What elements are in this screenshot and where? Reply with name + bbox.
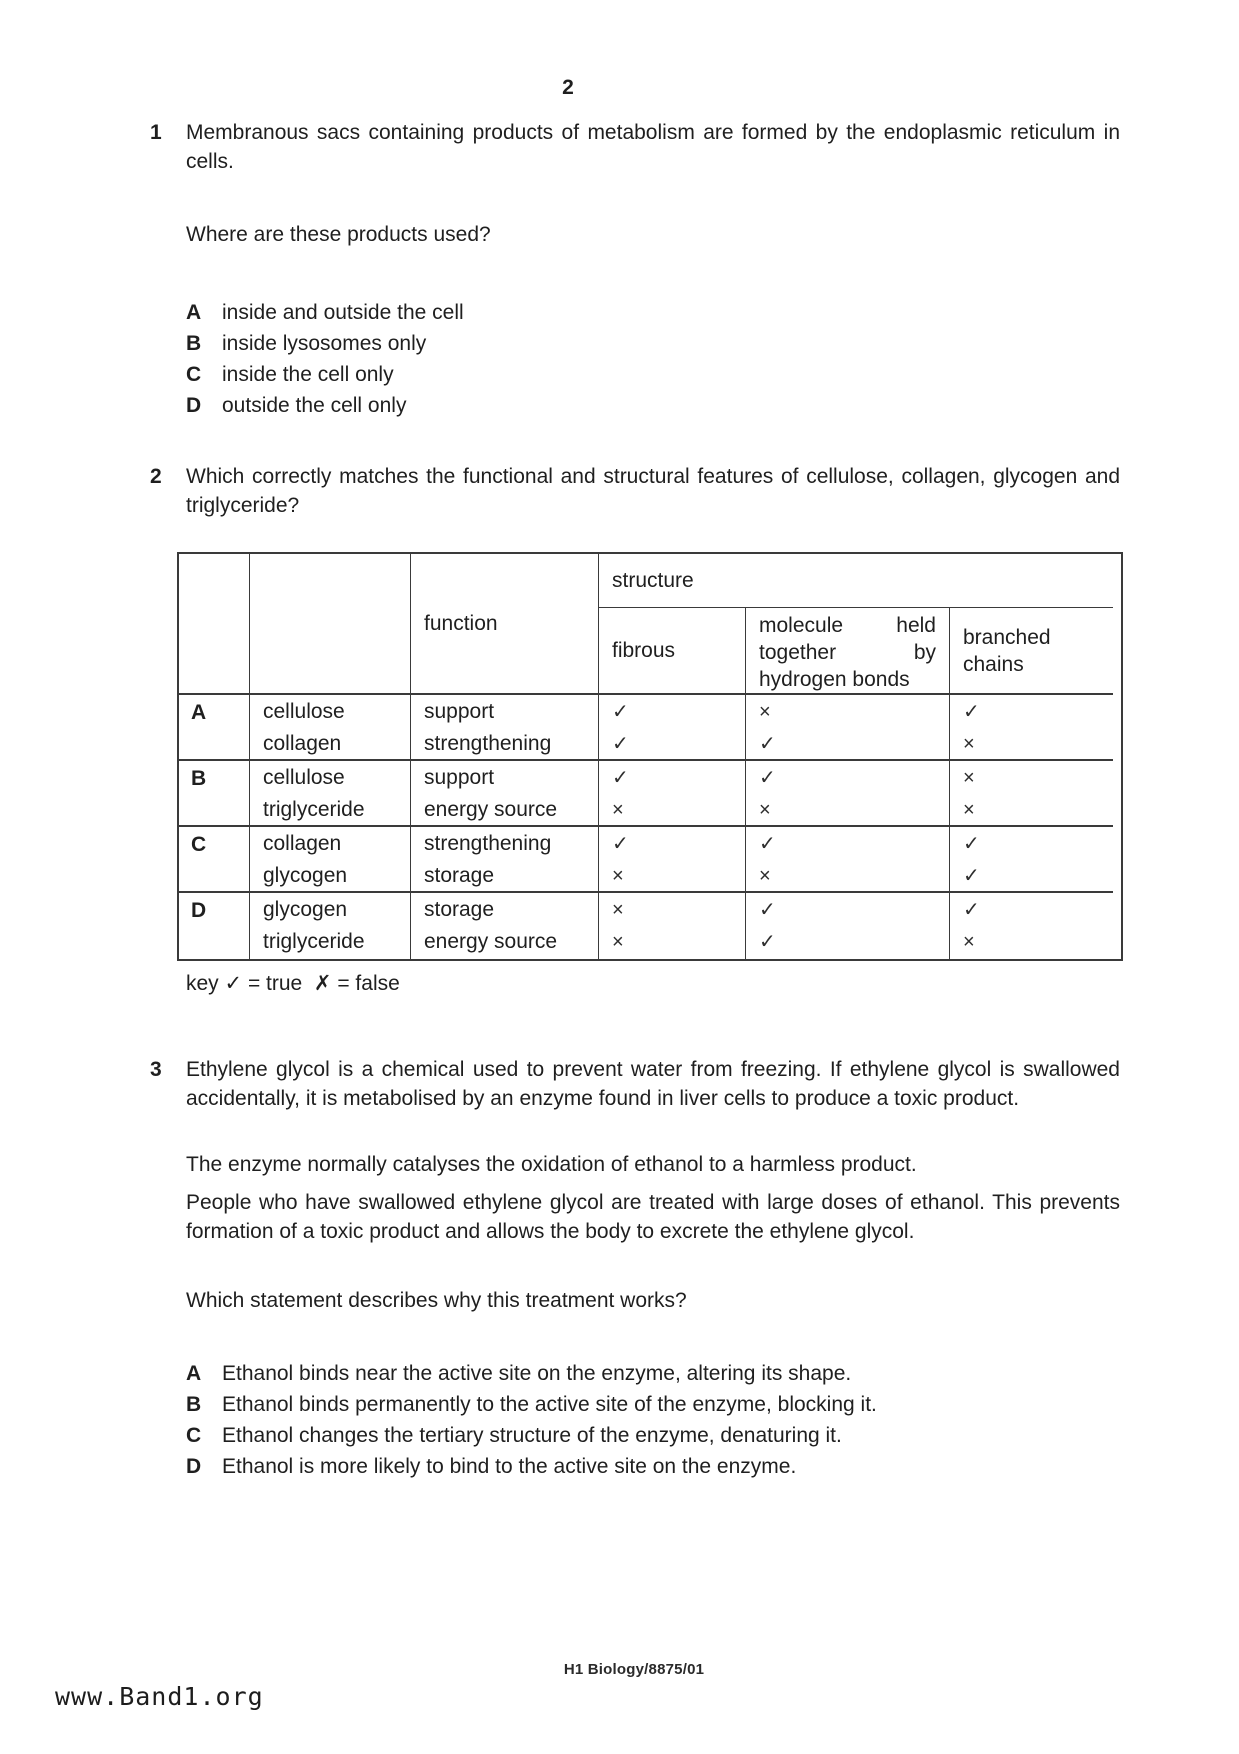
features-table-wrap: [177, 552, 1120, 961]
question-3-paragraph-1: The enzyme normally catalyses the oxidation of ethanol to a harmless product.: [186, 1153, 917, 1176]
row-substances: collagen glycogen: [250, 827, 411, 893]
row-substances: cellulose collagen: [250, 695, 411, 761]
header-blank-substance: [250, 554, 411, 695]
option-row: [186, 1358, 1120, 1389]
row-letter: C: [179, 827, 250, 893]
question-3-number: 3: [150, 1058, 162, 1081]
row-hydrogen-marks: ✓ ×: [746, 761, 950, 827]
option-text: inside lysosomes only: [222, 332, 427, 355]
paper-reference-code: H1 Biology/8875/01: [563, 1661, 705, 1678]
header-structure: structure: [599, 554, 1113, 608]
row-branched-marks: ✓ ✓: [950, 827, 1113, 893]
row-fibrous-marks: ✓ ×: [599, 827, 746, 893]
option-letter: C: [186, 363, 202, 386]
table-key-legend: key ✓ = true ✗ = false: [186, 972, 400, 995]
row-branched-marks: ✓ ×: [963, 899, 980, 953]
page-number: 2: [562, 76, 574, 99]
row-functions: support strengthening: [411, 695, 599, 761]
header-blank-letter: [179, 554, 250, 695]
row-substances: glycogen triglyceride: [250, 893, 411, 959]
option-text: Ethanol binds near the active site on the enzyme, altering its shape.: [222, 1362, 852, 1385]
row-hydrogen-marks: ✓ ✓: [746, 893, 950, 959]
row-functions: strengthening storage: [411, 827, 599, 893]
option-row: [186, 1451, 1120, 1482]
question-1: [150, 118, 1120, 421]
row-letter: D: [179, 893, 250, 959]
option-text: outside the cell only: [222, 394, 407, 417]
option-row: [186, 328, 1120, 359]
header-function: function: [411, 554, 599, 695]
question-3-options: [186, 1358, 1120, 1482]
option-text: inside and outside the cell: [222, 301, 464, 324]
row-fibrous-marks: × ×: [599, 893, 746, 959]
question-3-paragraph-2: People who have swallowed ethylene glycol are treated with large doses of ethanol. This prevents formation of a toxic product and allows the body to excrete the ethylene glycol.: [186, 1191, 1120, 1243]
option-letter: B: [186, 332, 202, 355]
row-hydrogen-marks: ✓ ×: [746, 827, 950, 893]
option-letter: C: [186, 1424, 202, 1447]
header-fibrous: fibrous: [599, 608, 746, 695]
row-letter: B: [179, 761, 250, 827]
features-table: [177, 552, 1123, 961]
question-1-stem: Membranous sacs containing products of metabolism are formed by the endoplasmic reticulum in cells.: [186, 121, 1120, 173]
row-functions: support energy source: [411, 761, 599, 827]
row-functions: storage energy source: [411, 893, 599, 959]
row-fibrous-marks: ✓ ×: [599, 761, 746, 827]
option-letter: D: [186, 1455, 202, 1478]
option-text: inside the cell only: [222, 363, 394, 386]
question-3: [150, 1055, 1120, 1482]
option-letter: A: [186, 301, 202, 324]
question-2: [150, 462, 1120, 998]
option-row: [186, 297, 1120, 328]
site-watermark: www.Band1.org: [55, 1682, 264, 1711]
question-2-stem: Which correctly matches the functional and structural features of cellulose, collagen, glycogen and triglyceride?: [186, 465, 1120, 517]
question-3-stem: Ethylene glycol is a chemical used to prevent water from freezing. If ethylene glycol is swallowed accidentally, it is metabolised by an enzyme found in liver cells to produce a toxic product.: [186, 1058, 1120, 1110]
option-letter: A: [186, 1362, 202, 1385]
row-letter: A: [179, 695, 250, 761]
question-1-number: 1: [150, 121, 162, 144]
option-text: Ethanol is more likely to bind to the active site on the enzyme.: [222, 1455, 797, 1478]
question-2-number: 2: [150, 465, 162, 488]
row-hydrogen-marks: × ✓: [746, 695, 950, 761]
row-branched-marks: × ×: [950, 761, 1113, 827]
question-3-prompt: Which statement describes why this treatment works?: [186, 1289, 687, 1312]
option-row: [186, 390, 1120, 421]
option-text: Ethanol changes the tertiary structure of the enzyme, denaturing it.: [222, 1424, 842, 1447]
option-letter: D: [186, 394, 202, 417]
page-content: [150, 118, 1120, 1482]
option-row: [186, 359, 1120, 390]
header-branched-chains: branched chains: [950, 608, 1113, 695]
row-substances: cellulose triglyceride: [250, 761, 411, 827]
option-letter: B: [186, 1393, 202, 1416]
option-text: Ethanol binds permanently to the active site of the enzyme, blocking it.: [222, 1393, 877, 1416]
header-hydrogen-bonds: molecule held together by hydrogen bonds: [746, 608, 950, 695]
row-fibrous-marks: ✓ ✓: [599, 695, 746, 761]
option-row: [186, 1389, 1120, 1420]
row-branched-marks: ✓ ×: [950, 695, 1113, 761]
question-1-options: [186, 297, 1120, 421]
question-1-prompt: Where are these products used?: [186, 223, 491, 246]
option-row: [186, 1420, 1120, 1451]
